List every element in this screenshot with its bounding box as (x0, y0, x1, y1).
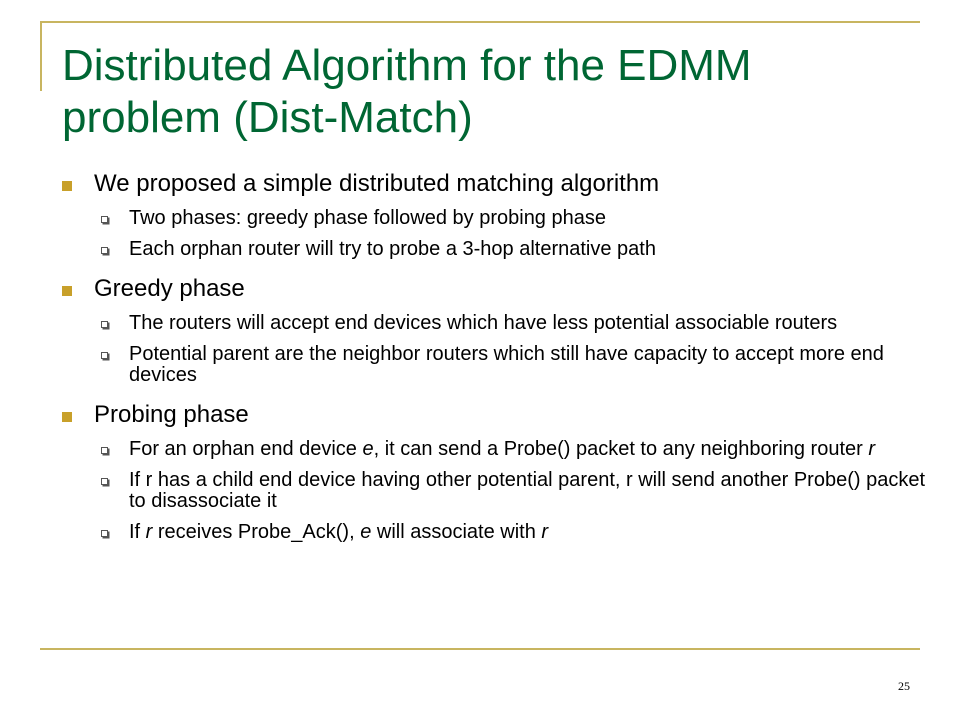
top-rule (40, 21, 920, 23)
bullet-text: We proposed a simple distributed matching algorithm (94, 170, 660, 197)
hollow-square-bullet-icon (101, 247, 108, 254)
sub-bullet-text: For an orphan end device e, it can send a Probe() packet to any neighboring router r (129, 438, 876, 460)
sub-bullet-text: If r has a child end device having other potential parent, r will send another Probe() packet to disassociate it (129, 469, 926, 512)
square-bullet-icon (62, 181, 72, 191)
hollow-square-bullet-icon (101, 216, 108, 223)
hollow-square-bullet-icon (101, 530, 108, 537)
sub-bullet-child-end-device (62, 470, 932, 512)
sub-bullet-text: Potential parent are the neighbor routers which still have capacity to accept more end devices (129, 343, 884, 386)
sub-bullet-probe-ack (62, 522, 932, 543)
sub-bullet-potential-parent (62, 344, 932, 386)
sub-bullet-orphan-end-device (62, 439, 932, 460)
sub-bullet-text: If r receives Probe_Ack(), e will associate with r (129, 521, 549, 543)
bullet-proposed-algorithm (62, 170, 932, 198)
sub-bullet-text: The routers will accept end devices which have less potential associable routers (129, 312, 838, 334)
bullet-text: Probing phase (94, 401, 249, 428)
hollow-square-bullet-icon (101, 447, 108, 454)
sub-bullet-two-phases (62, 208, 932, 229)
left-rule (40, 21, 42, 91)
sub-bullet-routers-accept (62, 313, 932, 334)
bottom-rule (40, 648, 920, 650)
bullet-greedy-phase (62, 275, 932, 303)
page-number: 25 (898, 679, 910, 693)
hollow-square-bullet-icon (101, 478, 108, 485)
bullet-probing-phase (62, 401, 932, 429)
sub-bullet-orphan-router (62, 239, 932, 260)
sub-bullet-text: Two phases: greedy phase followed by probing phase (129, 207, 606, 229)
square-bullet-icon (62, 412, 72, 422)
slide-content (62, 170, 932, 543)
square-bullet-icon (62, 286, 72, 296)
slide-title: Distributed Algorithm for the EDMM problem (Dist-Match) (62, 41, 752, 142)
hollow-square-bullet-icon (101, 352, 108, 359)
hollow-square-bullet-icon (101, 321, 108, 328)
bullet-text: Greedy phase (94, 275, 245, 302)
sub-bullet-text: Each orphan router will try to probe a 3-hop alternative path (129, 238, 656, 260)
